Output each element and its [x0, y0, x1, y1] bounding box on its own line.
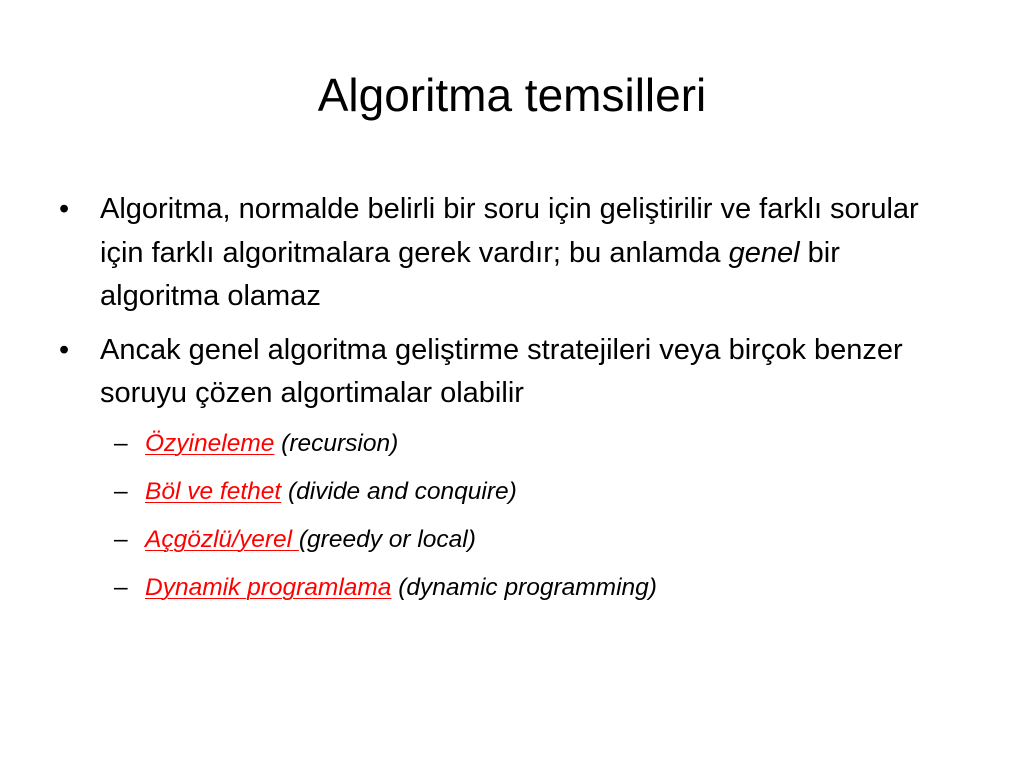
- sub-item-greedy: [56, 522, 966, 558]
- slide-title: Algoritma temsilleri: [317, 69, 707, 121]
- bullet-item-2: [56, 329, 966, 416]
- bullet-1-text-end: bir algoritma olamaz: [100, 236, 840, 312]
- term-link-dynamic-programming[interactable]: Dynamik programlama: [145, 573, 392, 601]
- bullet-1-emphasis: genel: [728, 236, 800, 269]
- bullet-2-text: Ancak genel algoritma geliştirme stratejileri veya birçok benzer soruyu çözen algortimalar olabilir: [100, 333, 903, 409]
- dash-icon: –: [114, 477, 128, 505]
- sub-item-recursion: [56, 426, 966, 462]
- bullet-1-text: Algoritma, normalde belirli bir soru için geliştirilir ve farklı sorular için farklı algoritmalara gerek vardır; bu anlamda: [100, 193, 919, 269]
- strategy-list: [56, 426, 966, 606]
- dash-icon: –: [114, 573, 128, 601]
- sub-item-dynamic-programming: [56, 570, 966, 606]
- term-translation: (recursion): [274, 429, 399, 457]
- dash-icon: –: [114, 525, 128, 553]
- dash-icon: –: [114, 429, 128, 457]
- term-link-recursion[interactable]: Özyineleme: [145, 429, 275, 457]
- term-link-greedy[interactable]: Açgözlü/yerel: [145, 525, 299, 553]
- bullet-item-1: [56, 188, 966, 319]
- slide-body: [56, 188, 966, 618]
- term-link-divide-and-conquer[interactable]: Böl ve fethet: [145, 477, 282, 505]
- term-translation: (divide and conquire): [281, 477, 517, 505]
- bullet-icon: •: [59, 193, 70, 225]
- term-translation: (dynamic programming): [391, 573, 657, 601]
- term-translation: (greedy or local): [298, 525, 476, 553]
- sub-item-divide-and-conquer: [56, 474, 966, 510]
- bullet-icon: •: [59, 333, 70, 366]
